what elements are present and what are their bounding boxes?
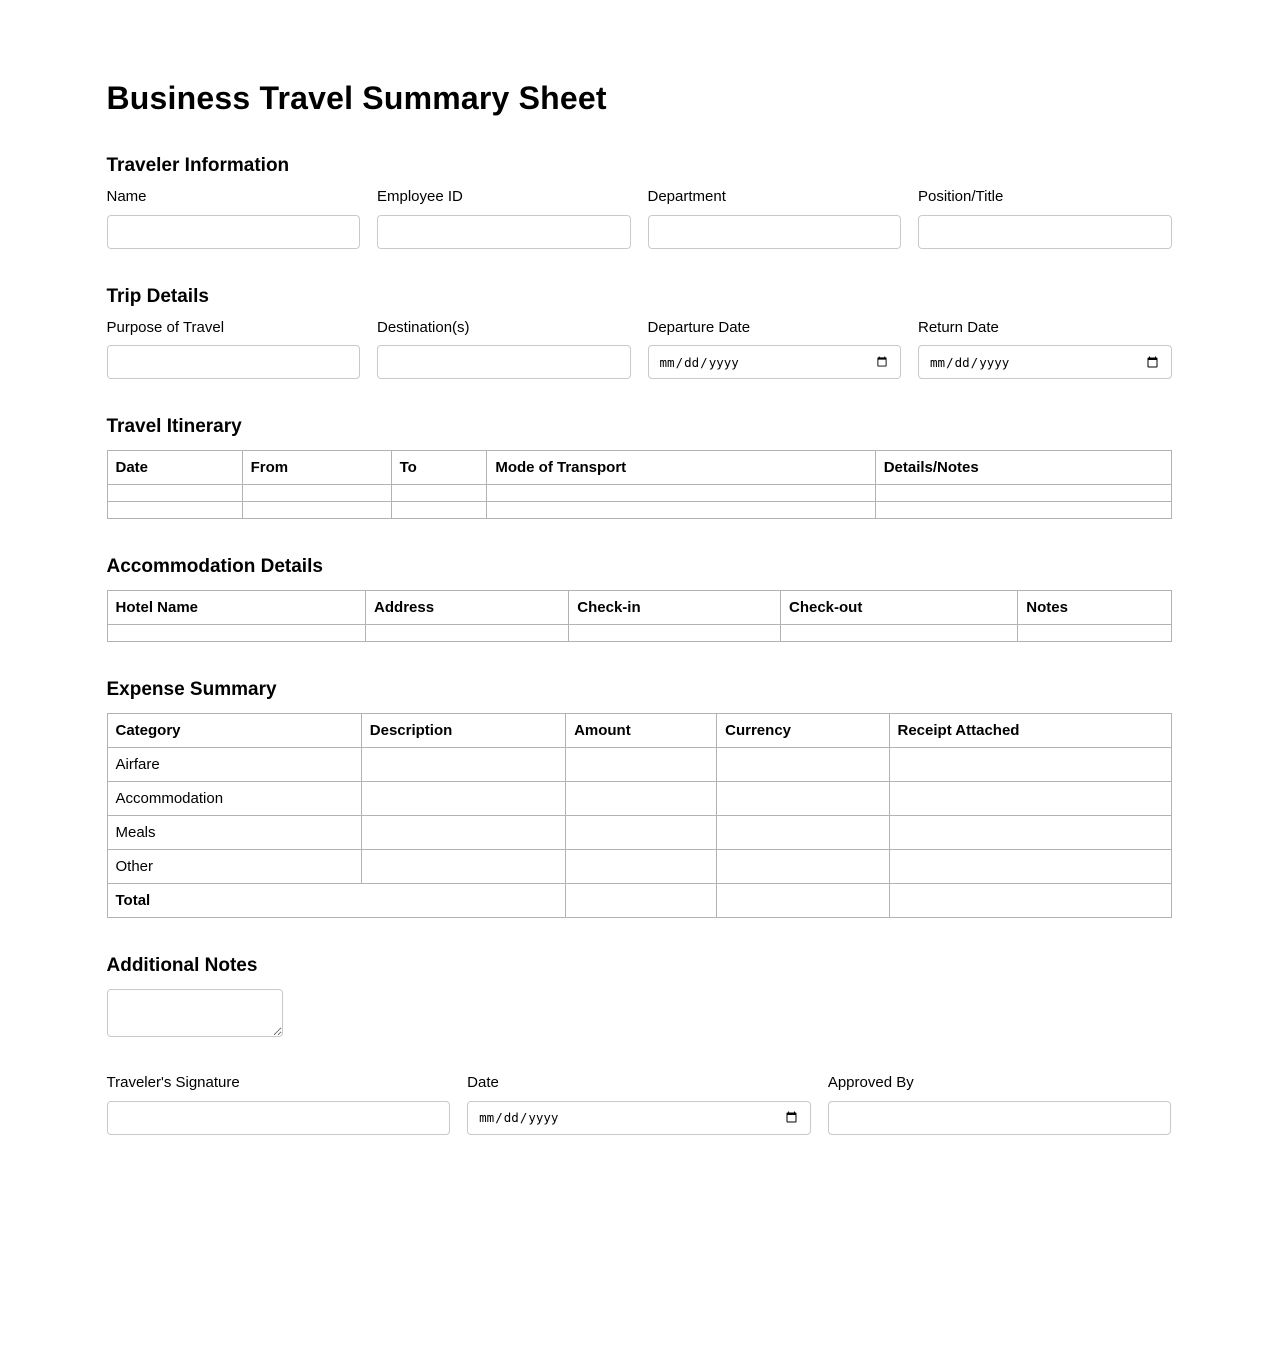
itinerary-cell-details <box>875 502 1171 519</box>
itinerary-cell-mode <box>487 485 875 502</box>
expense-total-label: Total <box>107 884 566 918</box>
column-header-description: Description <box>361 714 565 748</box>
field-return-date <box>918 320 1172 380</box>
signoff-date-label: Date <box>467 1074 499 1091</box>
expense-cell-total-receipt <box>889 884 1171 918</box>
itinerary-cell-to <box>391 485 487 502</box>
department-input[interactable] <box>648 215 902 249</box>
column-header-to: To <box>391 451 487 485</box>
signoff-date-input[interactable] <box>467 1101 811 1135</box>
position-title-input[interactable] <box>918 215 1172 249</box>
itinerary-cell-date <box>107 485 242 502</box>
column-header-notes: Notes <box>1018 591 1171 625</box>
trip-fields-row <box>107 320 1172 380</box>
purpose-of-travel-label: Purpose of Travel <box>106 318 225 336</box>
expense-cell-total-currency <box>717 884 889 918</box>
expense-cell-description <box>361 782 565 816</box>
accommodation-cell-check-in <box>569 625 781 642</box>
department-label: Department <box>647 188 726 205</box>
expense-row-meals <box>107 816 1171 850</box>
expense-summary-table <box>107 713 1172 918</box>
expense-cell-amount <box>566 850 717 884</box>
purpose-of-travel-input[interactable] <box>107 345 361 379</box>
travel-itinerary-table <box>107 450 1172 519</box>
return-date-input[interactable] <box>918 345 1172 379</box>
trip-details-heading: Trip Details <box>106 285 209 307</box>
return-date-label: Return Date <box>918 318 999 336</box>
column-header-date: Date <box>107 451 242 485</box>
travelers-signature-label: Traveler's Signature <box>106 1074 240 1091</box>
departure-date-label: Departure Date <box>647 318 751 336</box>
accommodation-cell-hotel-name <box>107 625 366 642</box>
expense-cell-description <box>361 850 565 884</box>
expense-cell-currency <box>717 748 889 782</box>
travelers-signature-input[interactable] <box>107 1101 451 1135</box>
itinerary-row <box>107 502 1171 519</box>
expense-cell-currency <box>717 816 889 850</box>
accommodation-header-row <box>107 591 1171 625</box>
accommodation-cell-check-out <box>781 625 1018 642</box>
itinerary-cell-date <box>107 502 242 519</box>
expense-row-other <box>107 850 1171 884</box>
section-travel-itinerary <box>107 416 1172 519</box>
column-header-address: Address <box>366 591 569 625</box>
expense-summary-heading: Expense Summary <box>106 679 277 700</box>
departure-date-input[interactable] <box>648 345 902 379</box>
column-header-currency: Currency <box>717 714 889 748</box>
expense-header-row <box>107 714 1171 748</box>
expense-cell-description <box>361 748 565 782</box>
itinerary-cell-to <box>391 502 487 519</box>
expense-cell-amount <box>566 816 717 850</box>
field-employee-id <box>377 189 631 249</box>
accommodation-cell-address <box>366 625 569 642</box>
column-header-details-notes: Details/Notes <box>875 451 1171 485</box>
section-expense-summary <box>107 679 1172 918</box>
column-header-from: From <box>242 451 391 485</box>
expense-cell-amount <box>566 782 717 816</box>
expense-cell-currency <box>717 782 889 816</box>
name-label: Name <box>106 188 147 205</box>
expense-row-airfare <box>107 748 1171 782</box>
approved-by-input[interactable] <box>828 1101 1172 1135</box>
itinerary-cell-from <box>242 485 391 502</box>
employee-id-label: Employee ID <box>377 188 463 205</box>
expense-category-accommodation: Accommodation <box>107 782 361 816</box>
traveler-fields-row <box>107 189 1172 249</box>
itinerary-cell-from <box>242 502 391 519</box>
expense-cell-description <box>361 816 565 850</box>
expense-cell-receipt <box>889 782 1171 816</box>
additional-notes-textarea[interactable] <box>107 989 283 1037</box>
field-department <box>648 189 902 249</box>
expense-cell-total-amount <box>566 884 717 918</box>
itinerary-cell-details <box>875 485 1171 502</box>
additional-notes-heading: Additional Notes <box>106 955 258 976</box>
column-header-check-out: Check-out <box>781 591 1018 625</box>
column-header-amount: Amount <box>566 714 717 748</box>
column-header-hotel-name: Hotel Name <box>107 591 366 625</box>
traveler-information-heading: Traveler Information <box>106 155 290 176</box>
itinerary-cell-mode <box>487 502 875 519</box>
field-destinations <box>377 320 631 380</box>
expense-row-accommodation <box>107 782 1171 816</box>
business-travel-form <box>107 0 1172 1345</box>
field-travelers-signature <box>107 1075 451 1135</box>
accommodation-cell-notes <box>1018 625 1171 642</box>
expense-cell-receipt <box>889 748 1171 782</box>
signoff-row <box>107 1075 1172 1135</box>
employee-id-input[interactable] <box>377 215 631 249</box>
section-trip-details <box>107 286 1172 380</box>
expense-cell-amount <box>566 748 717 782</box>
expense-row-total <box>107 884 1171 918</box>
column-header-mode-of-transport: Mode of Transport <box>487 451 875 485</box>
page-title: Business Travel Summary Sheet <box>106 80 607 116</box>
field-position-title <box>918 189 1172 249</box>
field-purpose-of-travel <box>107 320 361 380</box>
name-input[interactable] <box>107 215 361 249</box>
expense-category-meals: Meals <box>107 816 361 850</box>
field-signoff-date <box>467 1075 811 1135</box>
section-traveler-information <box>107 155 1172 249</box>
section-additional-notes <box>107 955 1172 1042</box>
destinations-input[interactable] <box>377 345 631 379</box>
position-title-label: Position/Title <box>918 188 1004 205</box>
column-header-category: Category <box>107 714 361 748</box>
expense-cell-receipt <box>889 850 1171 884</box>
accommodation-table <box>107 590 1172 642</box>
column-header-check-in: Check-in <box>569 591 781 625</box>
itinerary-row <box>107 485 1171 502</box>
travel-itinerary-heading: Travel Itinerary <box>106 416 242 437</box>
accommodation-details-heading: Accommodation Details <box>106 556 323 577</box>
field-name <box>107 189 361 249</box>
expense-category-airfare: Airfare <box>107 748 361 782</box>
expense-cell-receipt <box>889 816 1171 850</box>
approved-by-label: Approved By <box>827 1074 914 1091</box>
destinations-label: Destination(s) <box>377 318 470 336</box>
itinerary-header-row <box>107 451 1171 485</box>
expense-category-other: Other <box>107 850 361 884</box>
column-header-receipt-attached: Receipt Attached <box>889 714 1171 748</box>
section-accommodation-details <box>107 556 1172 642</box>
field-approved-by <box>828 1075 1172 1135</box>
expense-cell-currency <box>717 850 889 884</box>
field-departure-date <box>648 320 902 380</box>
accommodation-row <box>107 625 1171 642</box>
